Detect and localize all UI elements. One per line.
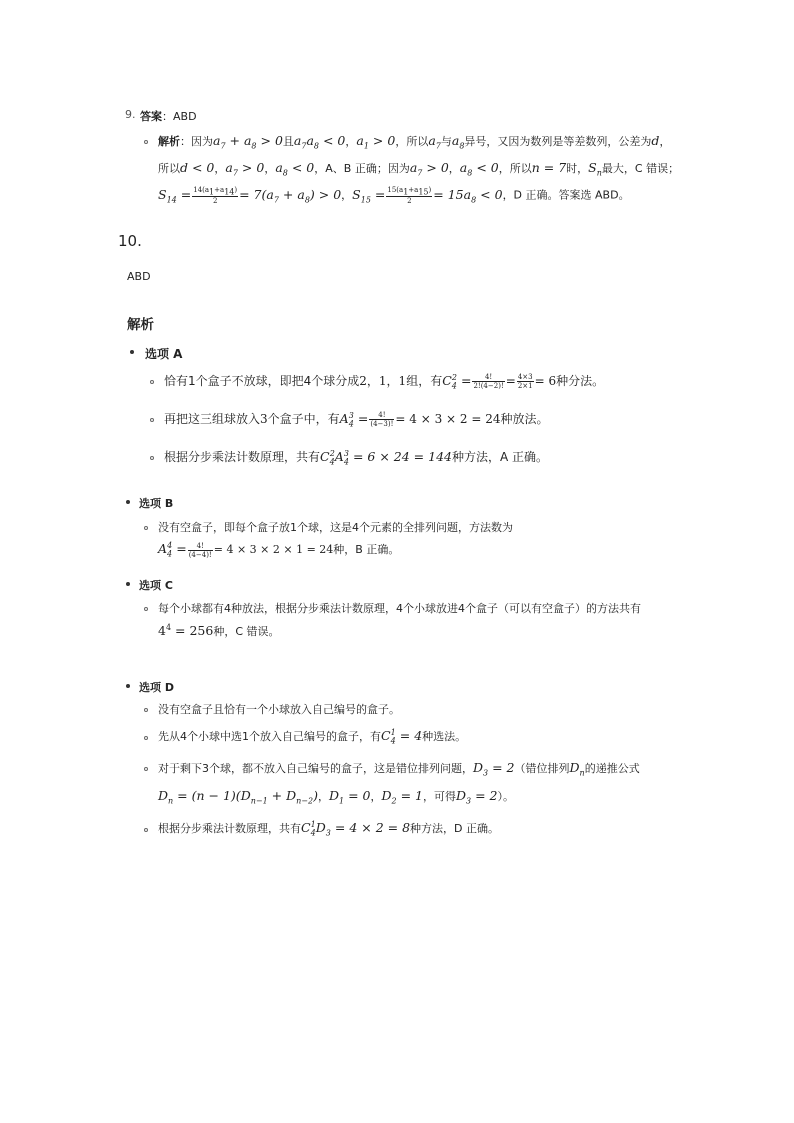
optD-item4-circle: [144, 828, 148, 832]
optA-text: 种方法，A 正确。: [452, 450, 549, 464]
optD-text: 种方法，D 正确。: [410, 822, 499, 836]
q9-text: ：因为: [180, 135, 213, 148]
optD-text: 先从4个小球中选1个放入自己编号的盒子，有: [158, 730, 381, 744]
optA-text: 恰有1个盒子不放球，即把4个球分成: [164, 374, 360, 388]
optA-text: 组，有: [406, 374, 443, 388]
optC-title: 选项 C: [139, 579, 173, 592]
optD-text: 对于剩下3个球，都不放入自己编号的盒子，这是错位排列问题，: [158, 762, 473, 775]
optD-title: 选项 D: [139, 681, 174, 694]
optA-text: 种分法。: [556, 374, 605, 388]
optD-item2-circle: [144, 736, 148, 740]
optA-item2: 再把这三组球放入3个盒子中，有$A_4^3$ = $\frac{4!}{(4-3)!}$ = 4 × 3 × 2 = 24种放法。: [164, 410, 549, 429]
optB-item1-formula: $A_4^4$ = $\frac{4!}{(4-4)!}$ = 4 × 3 × 2 × 1 = 24种，B 正确。: [158, 541, 400, 559]
optB-bullet: [126, 500, 130, 504]
optB-item1: 没有空盒子，即每个盒子放1个球，这是4个元素的全排列问题，方法数为: [158, 521, 513, 534]
optB-title: 选项 B: [139, 497, 174, 510]
q10-heading: 解析: [127, 317, 154, 333]
q9-text: ，: [341, 188, 353, 202]
optA-item3: 根据分步乘法计数原理，共有$C_4^2A_4^3 = 6 \times 24 = 144$种方法，A 正确。: [164, 448, 549, 467]
optA-item2-circle: [150, 418, 154, 422]
optC-item1: 每个小球都有4种放法，根据分步乘法计数原理，4个小球放进4个盒子（可以有空盒子）的方法共有: [158, 602, 641, 615]
optB-item1-circle: [144, 526, 148, 530]
q9-text: ，A、B 正确；因为: [314, 162, 410, 175]
optC-bullet: [126, 582, 130, 586]
q9-text: ，: [345, 135, 357, 148]
optD-item1-circle: [144, 708, 148, 712]
optD-item1: 没有空盒子且恰有一个小球放入自己编号的盒子。: [158, 703, 400, 716]
q10-number: 10.: [118, 232, 142, 250]
optD-item4: 根据分步乘法计数原理，共有$C_4^1D_3 = 4 \times 2 = 8$种方法，D 正确。: [158, 820, 499, 838]
optA-text: 再把这三组球放入: [164, 412, 261, 426]
q9-text: 异号，又因为数列是等差数列，公差为: [464, 135, 652, 148]
optA-item1: 恰有1个盒子不放球，即把4个球分成2，1，1组，有$C_4^2$ = $\frac{4!}{2!(4-2)!}$ = $\frac{4\times 3}{2\times 1}$ = 6种分法。: [164, 372, 605, 391]
q9-text: ，: [448, 162, 460, 175]
q9-analysis-line3: $S_{14}$ = $\frac{14(a_1+a_{14})}{2}$ = $7(a_7 + a_8) > 0$，$S_{15}$ = $\frac{15(a_1+a_{15})}{2}$ = $15a_8 < 0$，D 正确。答案选 ABD。: [158, 186, 630, 206]
optD-item3-line1: 对于剩下3个球，都不放入自己编号的盒子，这是错位排列问题，$D_3 = 2$（错位排列$D_n$的递推公式: [158, 760, 640, 778]
q9-text: 所以: [158, 162, 180, 175]
q9-text: ，D 正确。答案选 ABD。: [502, 188, 630, 202]
q9-text: ，: [264, 162, 276, 175]
q10-answer: ABD: [127, 270, 151, 283]
q9-text: 时，: [566, 162, 589, 175]
optD-text: ，可得: [423, 790, 456, 803]
optD-text: （错位排列: [514, 762, 570, 775]
q9-answer-sep: ：: [162, 110, 173, 123]
q9-text: ，: [214, 162, 226, 175]
q9-analysis-label: 解析: [158, 135, 180, 148]
optD-text: ）。: [497, 790, 515, 803]
optB-text: 种，B 正确。: [333, 543, 400, 557]
q9-answer-line: [140, 108, 197, 124]
optD-bullet: [126, 684, 130, 688]
q9-analysis-circle: [144, 140, 148, 144]
q9-answer-label: 答案: [140, 110, 162, 123]
q9-text: 最大，C 错误；: [601, 162, 680, 175]
optA-text: 个盒子中，有: [267, 412, 340, 426]
q9-text: ，: [659, 135, 671, 148]
q9-answer: ABD: [173, 110, 197, 123]
q9-text: ，所以: [395, 135, 429, 148]
optA-item3-circle: [150, 456, 154, 460]
optD-item3-circle: [144, 767, 148, 771]
optD-item2: 先从4个小球中选1个放入自己编号的盒子，有$C_4^1 = 4$种选法。: [158, 728, 467, 746]
optD-text: 的递推公式: [584, 762, 640, 775]
optD-text: ，: [317, 790, 329, 803]
optA-text: 根据分步乘法计数原理，共有: [164, 450, 321, 464]
optD-text: ，: [370, 790, 382, 803]
optA-bullet: [130, 350, 134, 354]
optA-text: 种放法。: [500, 412, 549, 426]
q9-analysis-line2: 所以d < 0，$a_7 > 0$，$a_8 < 0$，A、B 正确；因为$a_7 > 0$，$a_8 < 0$，所以n = 7时，$S_n$最大，C 错误；: [158, 160, 680, 178]
optC-text: 种，C 错误。: [213, 625, 280, 639]
q9-text: 与: [440, 135, 452, 148]
q9-analysis-line1: 解析：因为$a_7 + a_8 > 0$且$a_7a_8 < 0$，$a_1 > 0$，所以$a_7$与$a_8$异号，又因为数列是等差数列，公差为d，: [158, 133, 671, 151]
optA-title: 选项 A: [145, 347, 183, 361]
optC-item1-formula: $4^4 = 256$种，C 错误。: [158, 623, 280, 639]
q9-text: 且: [282, 135, 294, 148]
optD-text: 根据分步乘法计数原理，共有: [158, 822, 301, 836]
optC-item1-circle: [144, 607, 148, 611]
optA-item1-circle: [150, 380, 154, 384]
optD-text: 种选法。: [422, 730, 467, 744]
q9-text: ，所以: [498, 162, 532, 175]
q9-number: 9.: [125, 108, 136, 121]
optD-item3-line2: $D_n = (n - 1)(D_{n-1} + D_{n-2})$，$D_1 = 0$，$D_2 = 1$，可得$D_3 = 2$）。: [158, 788, 515, 806]
